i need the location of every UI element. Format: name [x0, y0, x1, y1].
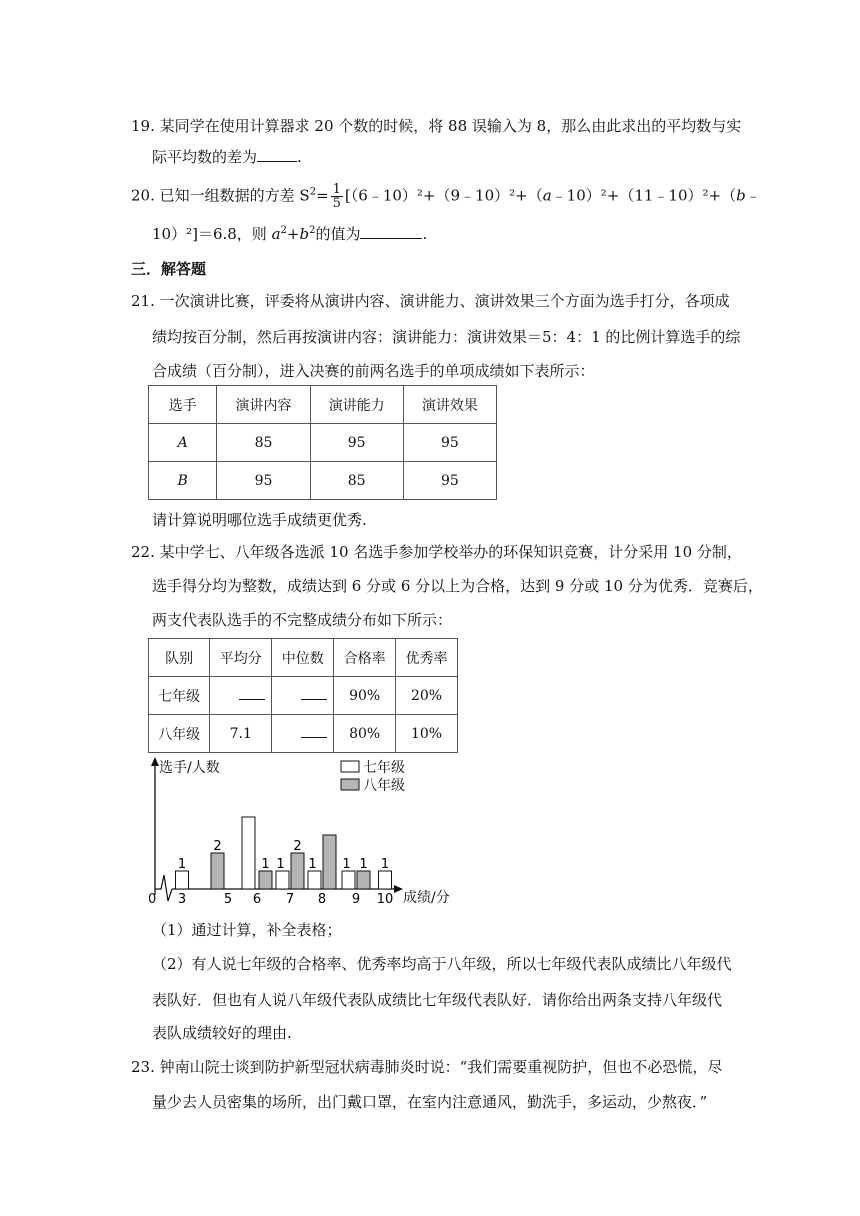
bar-grade8: [291, 853, 304, 889]
q23-line1: [131, 1057, 722, 1077]
score-distribution-chart: [145, 755, 455, 905]
bar-grade8: [357, 871, 370, 889]
table-header-cell: 中位数: [272, 639, 334, 677]
table-header-row: [149, 639, 458, 677]
bar-grade7: [242, 817, 255, 889]
x-tick-label: 5: [223, 892, 233, 905]
variable-a: a: [542, 186, 552, 205]
x-tick-label: 3: [177, 892, 187, 905]
fraction: [331, 183, 343, 210]
table-header-cell: 合格率: [334, 639, 396, 677]
table-row: [149, 462, 497, 500]
bar-data-label: 1: [177, 857, 187, 872]
table-header-cell: 演讲能力: [310, 386, 403, 424]
q23-text: 钟南山院士谈到防护新型冠状病毒肺炎时说：“我们需要重视防护，但也不必恐慌，尽: [159, 1058, 723, 1076]
bar-grade7: [308, 871, 321, 889]
q21-score-table: [148, 385, 497, 500]
table-cell: 95: [403, 462, 496, 500]
bar-data-label: 1: [359, 857, 368, 872]
bar-data-label: 1: [261, 857, 270, 872]
x-tick-label: 10: [376, 892, 394, 905]
bar-data-label: 1: [342, 857, 351, 872]
equals-sign: =: [316, 186, 329, 205]
fraction-numerator: 1: [332, 182, 341, 197]
x-axis-break: [155, 875, 172, 901]
table-cell: 85: [310, 462, 403, 500]
q22-part1: （1）通过计算，补全表格；: [152, 921, 342, 939]
period: .: [297, 148, 302, 166]
q19-line1: [131, 116, 741, 136]
y-axis-arrow: [151, 757, 159, 766]
contestant-name: B: [177, 472, 188, 489]
plus-sign: +: [286, 225, 300, 243]
q22-line1: [131, 542, 742, 562]
q23-line2: 量少去人员密集的场所，出门戴口罩，在室内注意通风，勤洗手，多运动，少熬夜．”: [152, 1093, 708, 1111]
x-tick-label: 6: [252, 892, 262, 905]
answer-blank: [360, 224, 422, 239]
q22-line2: 选手得分均为整数，成绩达到 6 分或 6 分以上为合格，达到 9 分或 10 分为优秀．竞赛后，: [152, 577, 763, 595]
legend-label-grade8: 八年级: [363, 778, 405, 794]
legend-swatch-grade7: [341, 761, 359, 772]
table-header-cell: 优秀率: [396, 639, 458, 677]
table-header-cell: 队别: [149, 639, 210, 677]
q21-line1: [131, 291, 730, 311]
bar-data-label: 1: [380, 857, 390, 872]
q22-result-table: [148, 638, 458, 753]
q21-text: 一次演讲比赛，评委将从演讲内容、演讲能力、演讲效果三个方面为选手打分，各项成: [159, 292, 730, 310]
q23-number: 23.: [131, 1058, 155, 1076]
bar-data-label: 1: [276, 857, 285, 872]
bar-grade7: [276, 871, 289, 889]
superscript: 2: [309, 186, 317, 198]
table-row: [149, 424, 497, 462]
q20-line2: 10）²]＝6.8，则 $a^2+b^2$的值为 .: [152, 225, 428, 243]
q19-text-2: 际平均数的差为: [152, 148, 258, 166]
table-header-row: [149, 386, 497, 424]
q22-text: 某中学七、八年级各选派 10 名选手参加学校举办的环保知识竞赛，计分采用 10 分制，: [159, 543, 742, 561]
q21-line2: 绩均按百分制，然后再按演讲内容：演讲能力：演讲效果＝5：4：1 的比例计算选手的综: [152, 328, 741, 346]
bar-grade8: [323, 835, 336, 889]
q22-part2-line3: 表队成绩较好的理由.: [152, 1024, 292, 1042]
answer-blank: [257, 147, 297, 162]
table-cell: 七年级: [149, 677, 210, 715]
bar-data-label: 2: [213, 839, 222, 854]
q21-instruction: 请计算说明哪位选手成绩更优秀.: [152, 511, 367, 529]
q19-line2: [152, 147, 302, 167]
table-cell: [149, 424, 217, 462]
q19-number: 19.: [131, 117, 155, 135]
q22-part2-line1: （2）有人说七年级的合格率、优秀率均高于八年级，所以七年级代表队成绩比八年级代: [152, 955, 732, 973]
q20-formula-3: ﹣: [745, 186, 761, 205]
fraction-denominator: 5: [332, 196, 341, 211]
table-cell: 90%: [334, 677, 396, 715]
table-header-cell: 选手: [149, 386, 217, 424]
variable-b: b: [736, 186, 746, 205]
q20-line1: [131, 183, 761, 210]
bar-grade7: [342, 871, 355, 889]
y-axis-label: 选手/人数: [159, 760, 220, 776]
bar-grade7: [176, 871, 189, 889]
table-cell: 85: [217, 424, 310, 462]
origin-label: 0: [148, 892, 157, 905]
table-cell-blank: [210, 677, 272, 715]
legend-label-grade7: 七年级: [363, 760, 405, 776]
x-axis-label: 成绩/分: [403, 890, 450, 905]
q20-text-2: 的值为: [315, 225, 361, 243]
q20-formula-2: ﹣10）²+（11﹣10）²+（: [551, 186, 737, 205]
table-header-cell: 平均分: [210, 639, 272, 677]
q20-text: 已知一组数据的方差 S: [159, 186, 310, 205]
x-axis-arrow: [394, 885, 403, 893]
table-cell-blank: [272, 677, 334, 715]
x-tick-label: 8: [317, 892, 327, 905]
variable-b2: b: [299, 225, 310, 243]
x-tick-label: 7: [285, 892, 295, 905]
variable-a2: a: [271, 225, 281, 243]
table-cell: 95: [403, 424, 496, 462]
q20-formula: [（6﹣10）²+（9﹣10）²+（: [344, 186, 543, 205]
period: .: [422, 225, 428, 243]
table-cell: 80%: [334, 715, 396, 753]
legend-swatch-grade8: [341, 779, 359, 790]
bar-grade8: [211, 853, 224, 889]
table-cell: 95: [217, 462, 310, 500]
q22-number: 22.: [131, 543, 155, 561]
table-row: [149, 677, 458, 715]
table-row: [149, 715, 458, 753]
table-cell: 95: [310, 424, 403, 462]
q21-line3: 合成绩（百分制），进入决赛的前两名选手的单项成绩如下表所示：: [152, 362, 595, 380]
q22-line3: 两支代表队选手的不完整成绩分布如下所示：: [152, 611, 453, 629]
table-header-cell: 演讲效果: [403, 386, 496, 424]
q22-part2-line2: 表队好．但也有人说八年级代表队成绩比七年级代表队好．请你给出两条支持八年级代: [152, 991, 723, 1009]
section-heading: 三．解答题: [131, 260, 207, 278]
bar-data-label: 1: [308, 857, 317, 872]
bar-data-label: 2: [293, 839, 302, 854]
table-header-cell: 演讲内容: [217, 386, 310, 424]
x-tick-label: 9: [351, 892, 361, 905]
q20-formula-4: 10）²]＝6.8，则: [152, 225, 272, 243]
q20-number: 20.: [131, 186, 155, 205]
table-cell: 20%: [396, 677, 458, 715]
bar-grade8: [259, 871, 272, 889]
table-cell: 八年级: [149, 715, 210, 753]
bar-grade7: [379, 871, 392, 889]
contestant-name: A: [177, 434, 188, 451]
q21-number: 21.: [131, 292, 155, 310]
table-cell: 10%: [396, 715, 458, 753]
table-cell-blank: [272, 715, 334, 753]
table-cell: 7.1: [210, 715, 272, 753]
q19-text: 某同学在使用计算器求 20 个数的时候，将 88 误输入为 8，那么由此求出的平均数与实: [159, 117, 742, 135]
table-cell: [149, 462, 217, 500]
